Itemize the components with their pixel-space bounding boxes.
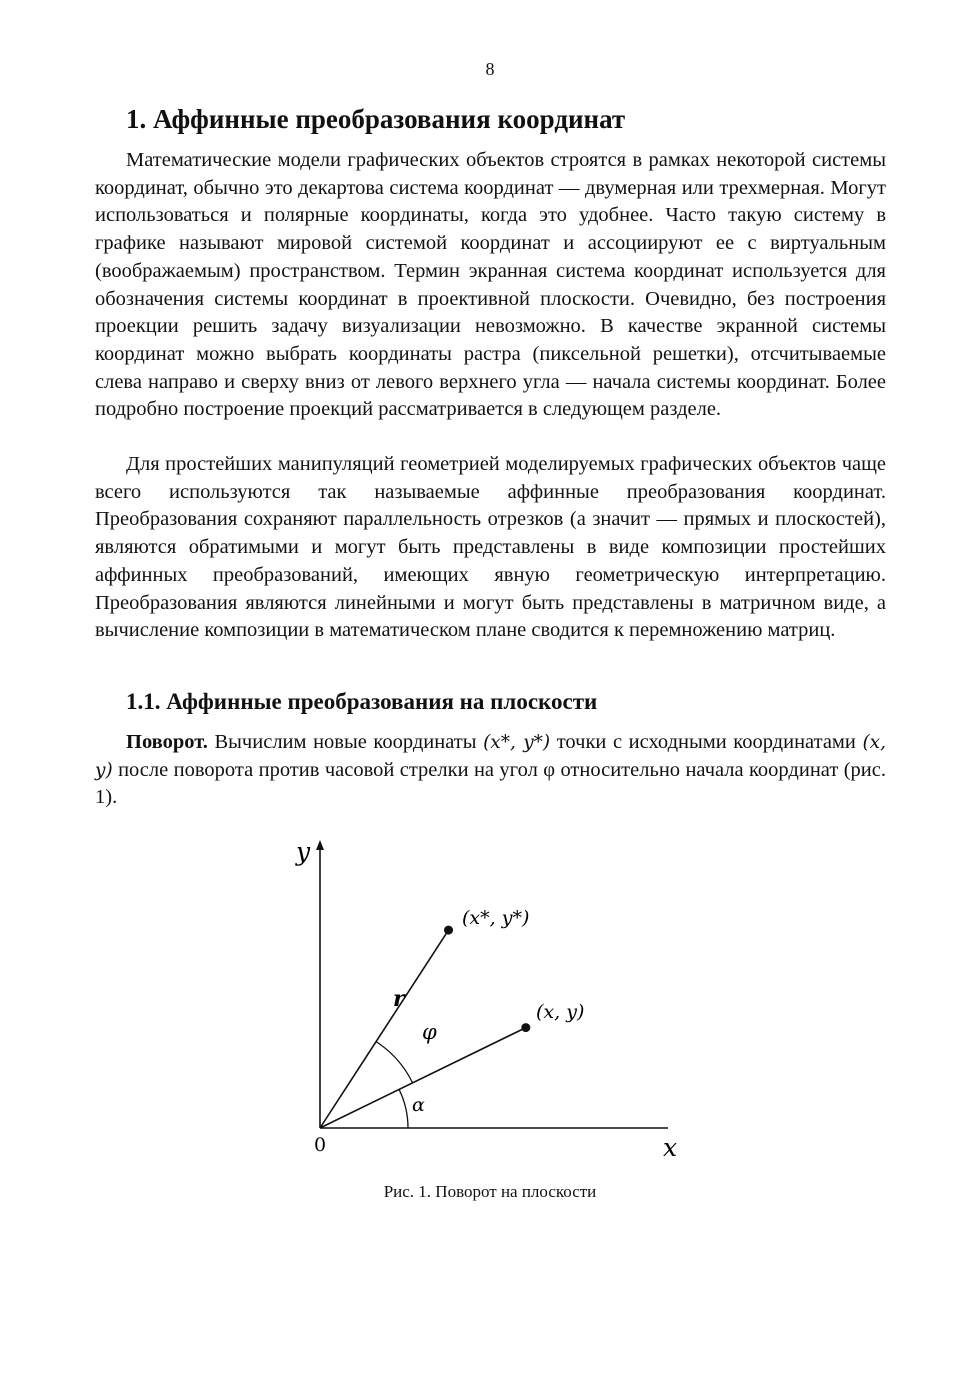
rotation-figure — [280, 830, 700, 1170]
page-number: 8 — [485, 59, 495, 79]
math-old-coords: (x, y) — [95, 732, 886, 781]
point-rotated — [444, 926, 453, 935]
paragraph-intro: Математические модели графических объектов строятся в рамках некоторой системы координат, обычно это декартова система координат — двумерная или трехмерная. Могут использоваться и полярные координаты, когда это удобнее. Часто такую систему в графике называют мировой системой координат и ассоциируют ее с виртуальным (воображаемым) пространством. Термин экранная система координат используется для обозначения системы координат в проективной плоскости. Очевидно, без построения проекции решить задачу визуализации невозможно. В качестве экранной системы координат можно выбрать координаты растра (пиксельной решетки), отсчитываемые слева направо и сверху вниз от левого верхнего угла — начала системы координат. Более подробно построение проекций рассматривается в следующем разделе. — [95, 149, 886, 421]
section-title: 1. Аффинные преобразования координат — [126, 104, 626, 134]
point-rotated-label: (x*, y*) — [462, 907, 530, 929]
x-axis-label: x — [663, 1133, 678, 1162]
rotation-lead: Поворот. — [126, 731, 208, 753]
y-axis-label: y — [296, 837, 311, 866]
angle-alpha-label: α — [412, 1094, 425, 1116]
rotation-text-2: точки с исходными координатами — [550, 731, 863, 753]
rotation-diagram — [280, 830, 700, 1170]
subsection-title: 1.1. Аффинные преобразования на плоскости — [126, 689, 598, 714]
rotation-text-3: после поворота против часовой стрелки на угол φ относительно начала координат (рис. 1). — [95, 758, 886, 809]
paragraph-rotation — [95, 729, 886, 812]
point-original-label: (x, y) — [536, 1001, 585, 1023]
point-original — [521, 1023, 530, 1032]
paragraph-affine: Для простейших манипуляций геометрией моделируемых графических объектов чаще всего используются так называемые аффинные преобразования координат. Преобразования сохраняют параллельность отрезков (а значит — прямых и плоскостей), являются обратимыми и могут быть представлены в виде композиции простейших аффинных преобразований, имеющих явную геометрическую интерпретацию. Преобразования являются линейными и могут быть представлены в матричном виде, а вычисление композиции в математическом плане сводится к перемножению матриц. — [95, 453, 886, 642]
radius-label: r — [393, 986, 405, 1012]
figure-caption: Рис. 1. Поворот на плоскости — [383, 1182, 597, 1201]
origin-label: 0 — [314, 1134, 327, 1156]
angle-phi-arc — [376, 1042, 412, 1083]
angle-alpha-arc — [399, 1089, 408, 1128]
rotation-text-1: Вычислим новые координаты — [207, 731, 484, 753]
angle-phi-label: φ — [422, 1020, 437, 1044]
math-new-coords: (x*, y*) — [483, 732, 551, 753]
